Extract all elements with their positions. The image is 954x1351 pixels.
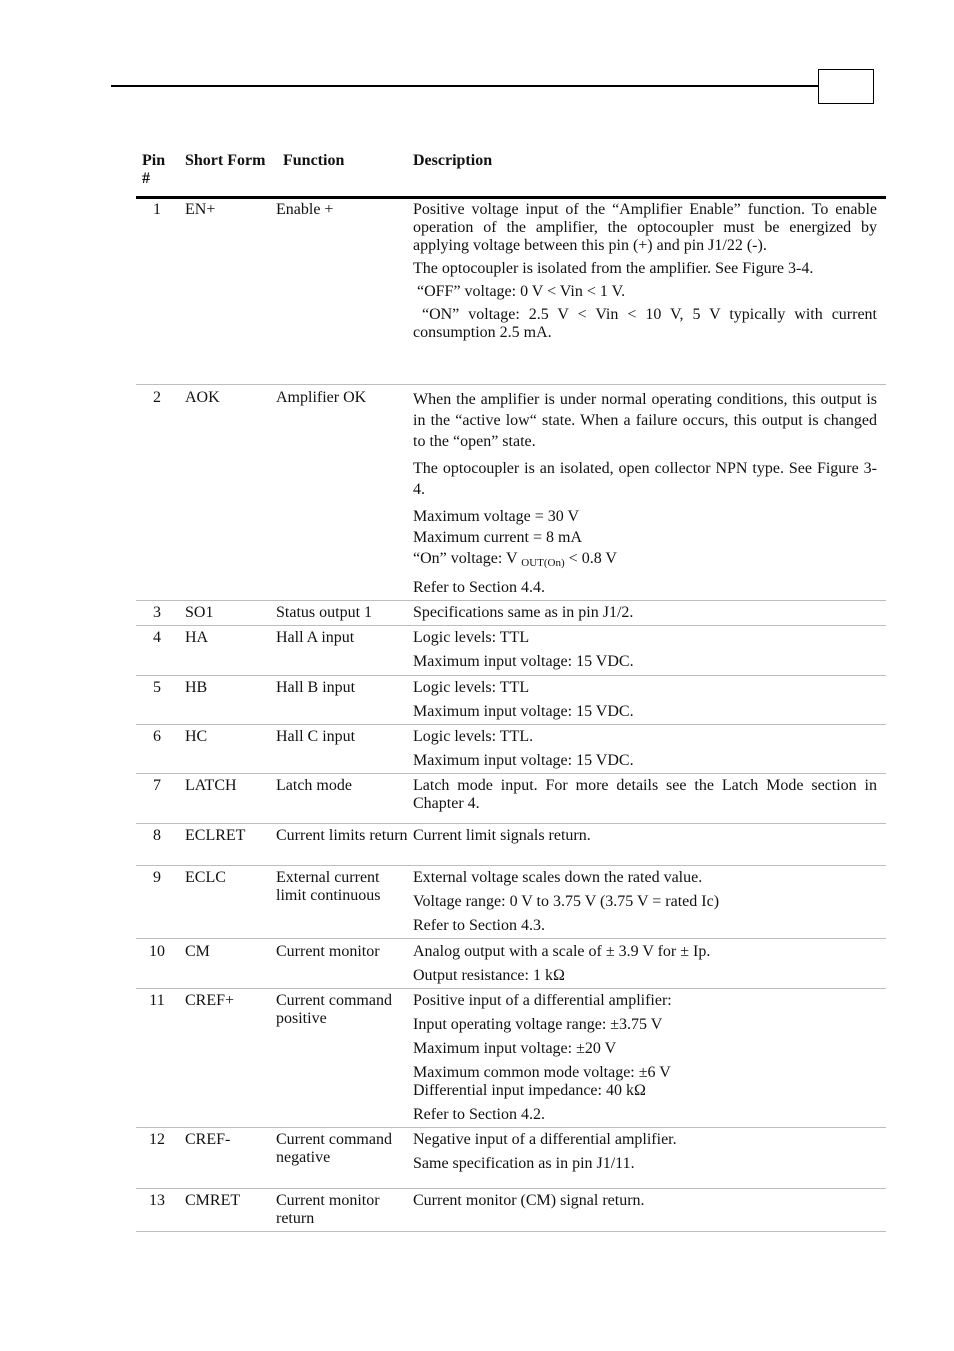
desc-line: Logic levels: TTL (413, 629, 530, 646)
desc-line: Refer to Section 4.4. (413, 579, 545, 596)
function: External current limit continuous (276, 869, 381, 904)
function: Amplifier OK (276, 389, 367, 406)
pin-number: 9 (153, 869, 161, 886)
function: Hall B input (276, 679, 356, 696)
function: Current monitor (276, 943, 380, 960)
desc-line: Current limit signals return. (413, 827, 591, 844)
description (413, 827, 877, 850)
table-row (136, 389, 886, 601)
description (413, 201, 881, 347)
desc-line: Analog output with a scale of ± 3.9 V for ± Ip. (413, 943, 711, 960)
pin-number: 3 (153, 604, 161, 621)
col-header-short-form: Short Form (185, 152, 266, 169)
col-header-function: Function (283, 152, 345, 169)
short-form: CREF- (185, 1131, 231, 1148)
table-row (136, 1192, 886, 1232)
desc-line: Positive input of a differential amplifier: (413, 992, 672, 1009)
description (413, 943, 877, 990)
desc-line: Maximum input voltage: ±20 V (413, 1040, 617, 1057)
table-row (136, 992, 886, 1128)
pin-number: 8 (153, 827, 161, 844)
short-form: EN+ (185, 201, 216, 218)
short-form: HC (185, 728, 208, 745)
function: Hall C input (276, 728, 356, 745)
table-row (136, 604, 886, 626)
desc-line: The optocoupler is isolated from the amplifier. See Figure 3-4. (413, 260, 814, 277)
table-row (136, 869, 886, 939)
function: Current command positive (276, 992, 392, 1027)
short-form: HA (185, 629, 209, 646)
description (413, 869, 877, 940)
short-form: ECLRET (185, 827, 246, 844)
pin-number: 10 (149, 943, 165, 960)
pin-number: 2 (153, 389, 161, 406)
description (413, 1131, 877, 1178)
desc-line: Maximum current = 8 mA (413, 529, 582, 546)
function: Current monitor return (276, 1192, 380, 1227)
desc-line: Logic levels: TTL. (413, 728, 534, 745)
desc-line: “OFF” voltage: 0 V < Vin < 1 V. (413, 283, 626, 300)
desc-line: Refer to Section 4.3. (413, 917, 545, 934)
desc-line: Negative input of a differential amplifier. (413, 1131, 677, 1148)
table-row (136, 827, 886, 866)
short-form: AOK (185, 389, 220, 406)
function: Enable + (276, 201, 334, 218)
short-form: HB (185, 679, 208, 696)
desc-line: External voltage scales down the rated value. (413, 869, 703, 886)
pin-number: 4 (153, 629, 161, 646)
pin-number: 6 (153, 728, 161, 745)
desc-text: “On” voltage: V (413, 550, 522, 567)
desc-line: Refer to Section 4.2. (413, 1106, 545, 1123)
table-row (136, 629, 886, 676)
col-header-pin: Pin # (142, 152, 166, 187)
short-form: SO1 (185, 604, 214, 621)
desc-line: Positive voltage input of the “Amplifier Enable” function. To enable operation of the amplifier, the optocoupler must be energized by applying voltage between this pin (+) and pin J1/22 (-). (413, 201, 877, 254)
pin-number: 13 (149, 1192, 165, 1209)
short-form: LATCH (185, 777, 237, 794)
short-form: CMRET (185, 1192, 241, 1209)
desc-line: The optocoupler is an isolated, open collector NPN type. See Figure 3-4. (413, 460, 877, 498)
description (413, 777, 877, 818)
desc-line: Maximum input voltage: 15 VDC. (413, 703, 634, 720)
desc-line: Output resistance: 1 kΩ (413, 967, 565, 984)
desc-line: Maximum input voltage: 15 VDC. (413, 752, 634, 769)
desc-text: < 0.8 V (564, 550, 617, 567)
col-header-description: Description (413, 152, 493, 169)
desc-line: Same specification as in pin J1/11. (413, 1155, 635, 1172)
pin-number: 11 (149, 992, 165, 1009)
table-row (136, 679, 886, 725)
function: Status output 1 (276, 604, 373, 621)
short-form: ECLC (185, 869, 226, 886)
header-rule (111, 85, 819, 87)
function: Current command negative (276, 1131, 392, 1166)
description (413, 604, 877, 627)
description (413, 389, 877, 603)
function: Hall A input (276, 629, 355, 646)
pin-number: 1 (153, 201, 161, 218)
pin-number: 5 (153, 679, 161, 696)
pin-number: 7 (153, 777, 161, 794)
function: Current limits return (276, 827, 408, 844)
function: Latch mode (276, 777, 352, 794)
pin-number: 12 (149, 1131, 165, 1148)
desc-line: Maximum common mode voltage: ±6 V (413, 1064, 671, 1081)
desc-line: Logic levels: TTL (413, 679, 530, 696)
desc-line: When the amplifier is under normal operating conditions, this output is in the “active low“ state. When a failure occurs, this output is changed to the “open” state. (413, 391, 877, 450)
subscript: OUT(On) (521, 557, 565, 569)
short-form: CM (185, 943, 210, 960)
table-row (136, 201, 886, 385)
table-header-rule (136, 196, 886, 199)
description (413, 728, 877, 775)
description (413, 629, 877, 676)
desc-line (413, 548, 877, 571)
short-form: CREF+ (185, 992, 235, 1009)
desc-line: Maximum voltage = 30 V (413, 508, 580, 525)
description (413, 1192, 877, 1215)
table-row (136, 777, 886, 824)
desc-line: Voltage range: 0 V to 3.75 V (3.75 V = rated Ic) (413, 893, 720, 910)
table-row (136, 943, 886, 989)
page-number-box (818, 69, 874, 104)
desc-line: Input operating voltage range: ±3.75 V (413, 1016, 663, 1033)
desc-line: Current monitor (CM) signal return. (413, 1192, 645, 1209)
desc-line: Differential input impedance: 40 kΩ (413, 1082, 646, 1099)
description (413, 992, 877, 1129)
desc-line: Latch mode input. For more details see the Latch Mode section in Chapter 4. (413, 777, 877, 812)
table-row (136, 728, 886, 774)
desc-line: Specifications same as in pin J1/2. (413, 604, 634, 621)
table-row (136, 1131, 886, 1189)
desc-line: Maximum input voltage: 15 VDC. (413, 653, 634, 670)
desc-line: “ON” voltage: 2.5 V < Vin < 10 V, 5 V typically with current consumption 2.5 mA. (413, 306, 881, 341)
description (413, 679, 877, 726)
